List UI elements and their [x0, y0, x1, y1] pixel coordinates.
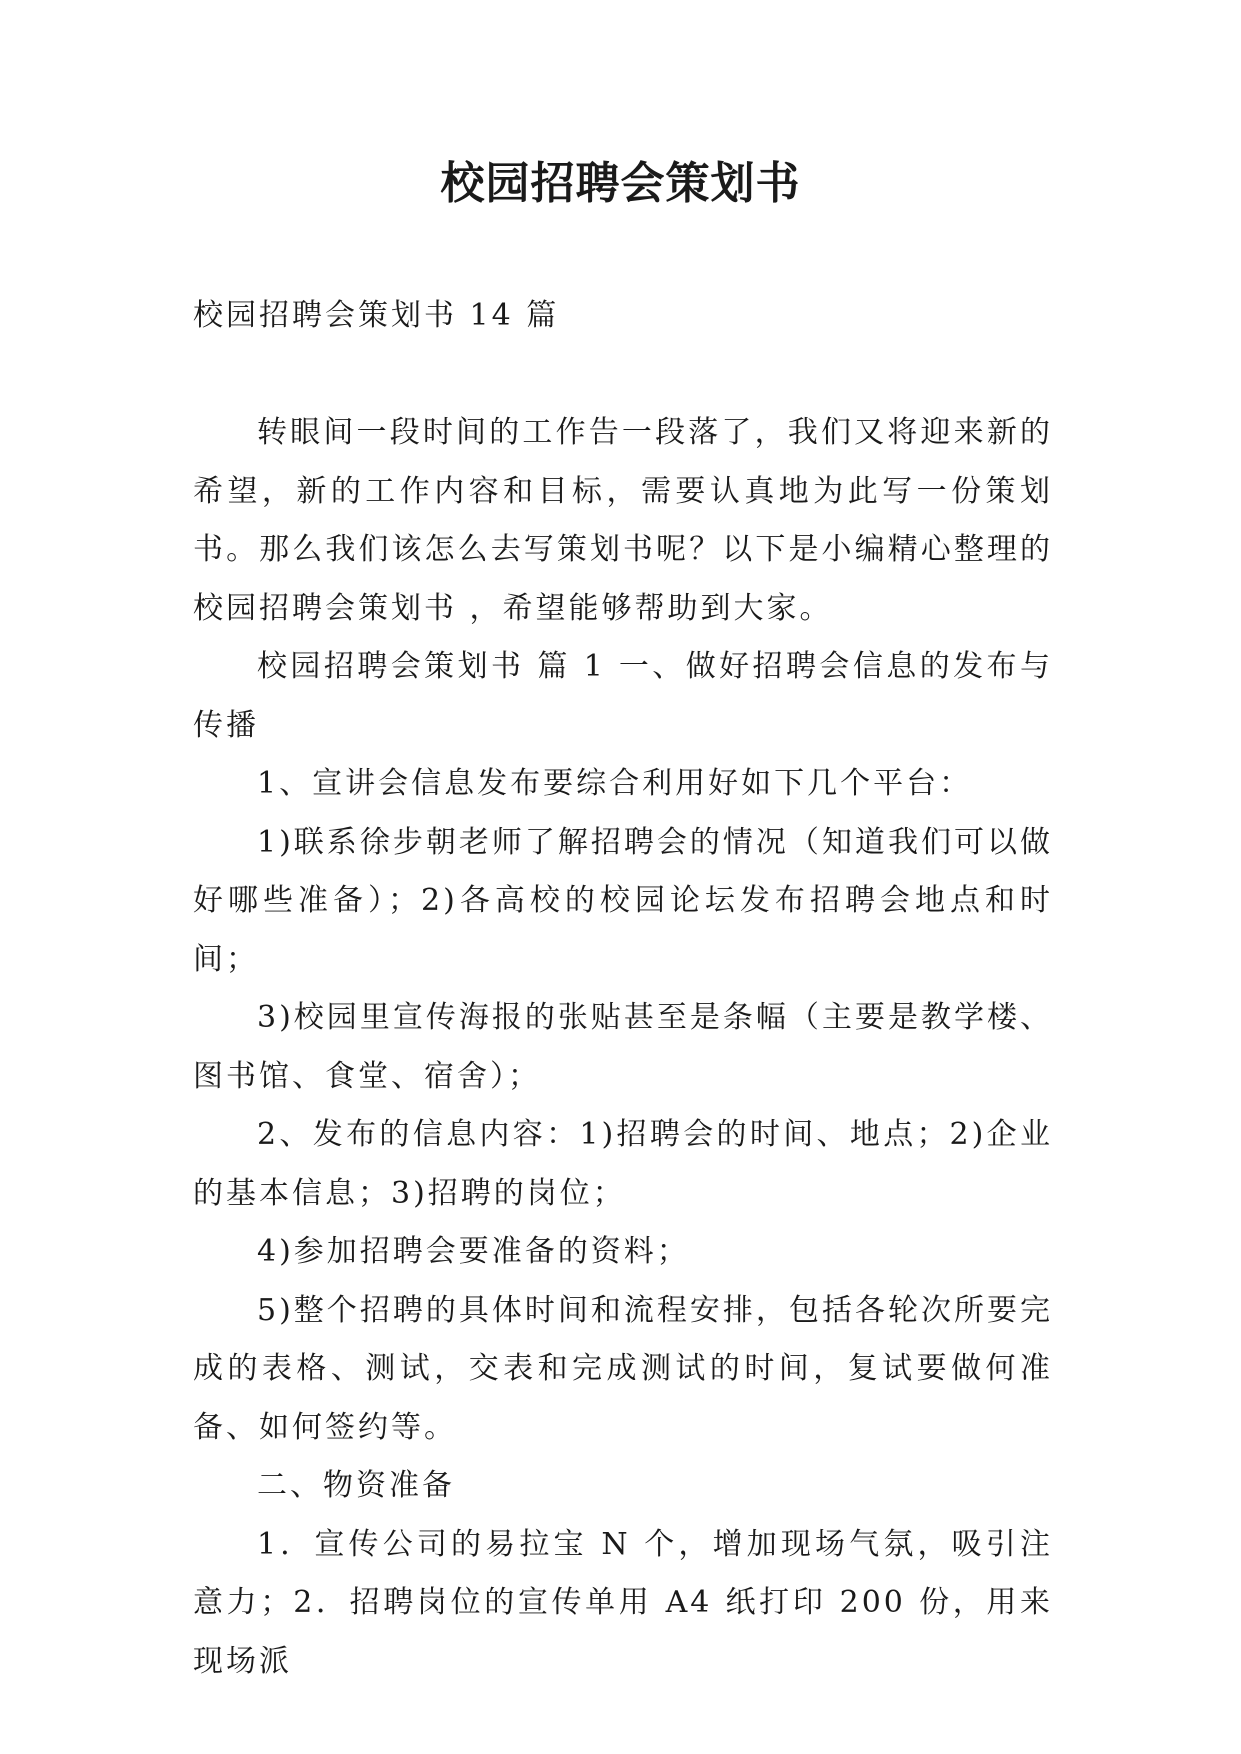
paragraph-materials: 1．宣传公司的易拉宝 N 个，增加现场气氛，吸引注意力；2．招聘岗位的宣传单用 A4 纸打印 200 份，用来现场派: [193, 1526, 1053, 1679]
paragraph-item-2: 2、发布的信息内容：1)招聘会的时间、地点；2)企业的基本信息；3)招聘的岗位；: [193, 1117, 1053, 1211]
paragraph-platforms-3: 3)校园里宣传海报的张贴甚至是条幅（主要是教学楼、图书馆、食堂、宿舍）；: [193, 1000, 1053, 1094]
document-title: 校园招聘会策划书: [440, 158, 801, 209]
paragraph-item-1: 1、宣讲会信息发布要综合利用好如下几个平台：: [257, 766, 973, 801]
paragraph-intro: 转眼间一段时间的工作告一段落了，我们又将迎来新的希望，新的工作内容和目标，需要认真地为此写一份策划书。那么我们该怎么去写策划书呢？以下是小编精心整理的校园招聘会策划书 ，希望能够帮助到大家。: [193, 415, 1053, 626]
paragraph-section-2-heading: 二、物资准备: [257, 1468, 455, 1503]
paragraph-info-4: 4)参加招聘会要准备的资料；: [257, 1234, 690, 1269]
paragraph-platforms-1-2: 1)联系徐步朝老师了解招聘会的情况（知道我们可以做好哪些准备）；2)各高校的校园论坛发布招聘会地点和时间；: [193, 824, 1053, 977]
document-subtitle: 校园招聘会策划书 14 篇: [193, 298, 560, 333]
document-body: [193, 287, 1053, 1691]
paragraph-section-1-heading: 校园招聘会策划书 篇 1 一、做好招聘会信息的发布与传播: [193, 649, 1053, 743]
paragraph-info-5: 5)整个招聘的具体时间和流程安排，包括各轮次所要完成的表格、测试，交表和完成测试的时间，复试要做何准备、如何签约等。: [193, 1292, 1053, 1445]
